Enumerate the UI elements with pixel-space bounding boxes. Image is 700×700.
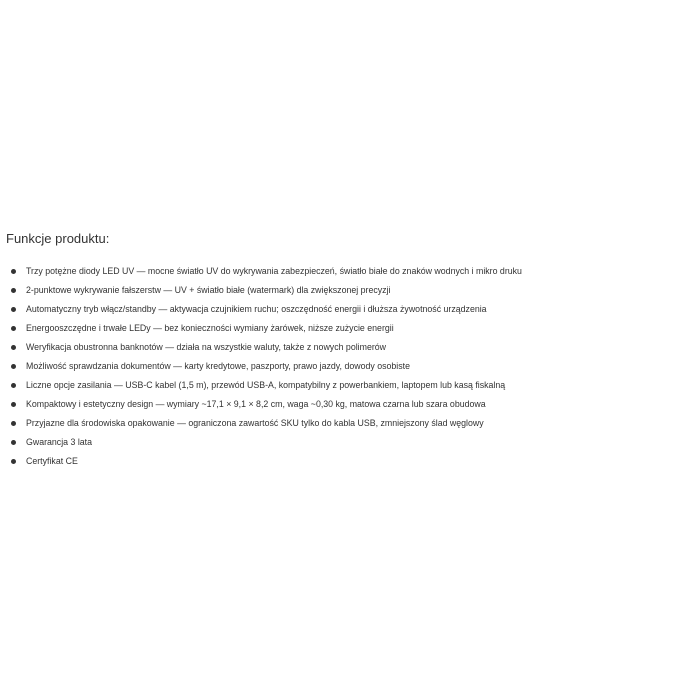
feature-item	[6, 281, 696, 300]
feature-text: Weryfikacja obustronna banknotów — działa na wszystkie waluty, także z nowych polimerów	[26, 342, 387, 352]
bullet-icon	[11, 345, 16, 350]
feature-text: 2-punktowe wykrywanie fałszerstw — UV + światło białe (watermark) dla zwiększonej precyzji	[26, 285, 391, 295]
feature-text: Kompaktowy i estetyczny design — wymiary ~17,1 × 9,1 × 8,2 cm, waga ~0,30 kg, matowa czarna lub szara obudowa	[26, 399, 486, 409]
feature-text: Trzy potężne diody LED UV — mocne światło UV do wykrywania zabezpieczeń, światło białe do znaków wodnych i mikro druku	[26, 266, 522, 276]
bullet-icon	[11, 364, 16, 369]
feature-item	[6, 262, 696, 281]
feature-item	[6, 433, 696, 452]
feature-text: Energooszczędne i trwałe LEDy — bez konieczności wymiany żarówek, niższe zużycie energii	[26, 323, 394, 333]
feature-text: Certyfikat CE	[26, 456, 78, 466]
product-features-section	[6, 231, 696, 471]
feature-item	[6, 376, 696, 395]
feature-text: Gwarancja 3 lata	[26, 437, 93, 447]
feature-item	[6, 357, 696, 376]
feature-text: Liczne opcje zasilania — USB-C kabel (1,5 m), przewód USB-A, kompatybilny z powerbankiem, laptopem lub kasą fiskalną	[26, 380, 506, 390]
features-heading: Funkcje produktu:	[6, 231, 110, 246]
features-list	[6, 262, 696, 471]
bullet-icon	[11, 269, 16, 274]
feature-text: Przyjazne dla środowiska opakowanie — ograniczona zawartość SKU tylko do kabla USB, zmniejszony ślad węglowy	[26, 418, 484, 428]
feature-item	[6, 452, 696, 471]
feature-item	[6, 300, 696, 319]
feature-item	[6, 414, 696, 433]
feature-item	[6, 338, 696, 357]
feature-item	[6, 395, 696, 414]
feature-item	[6, 319, 696, 338]
bullet-icon	[11, 383, 16, 388]
bullet-icon	[11, 307, 16, 312]
bullet-icon	[11, 326, 16, 331]
bullet-icon	[11, 440, 16, 445]
bullet-icon	[11, 421, 16, 426]
bullet-icon	[11, 402, 16, 407]
bullet-icon	[11, 459, 16, 464]
bullet-icon	[11, 288, 16, 293]
feature-text: Możliwość sprawdzania dokumentów — karty kredytowe, paszporty, prawo jazdy, dowody osobiste	[26, 361, 410, 371]
feature-text: Automatyczny tryb włącz/standby — aktywacja czujnikiem ruchu; oszczędność energii i dłuższa żywotność urządzenia	[26, 304, 487, 314]
